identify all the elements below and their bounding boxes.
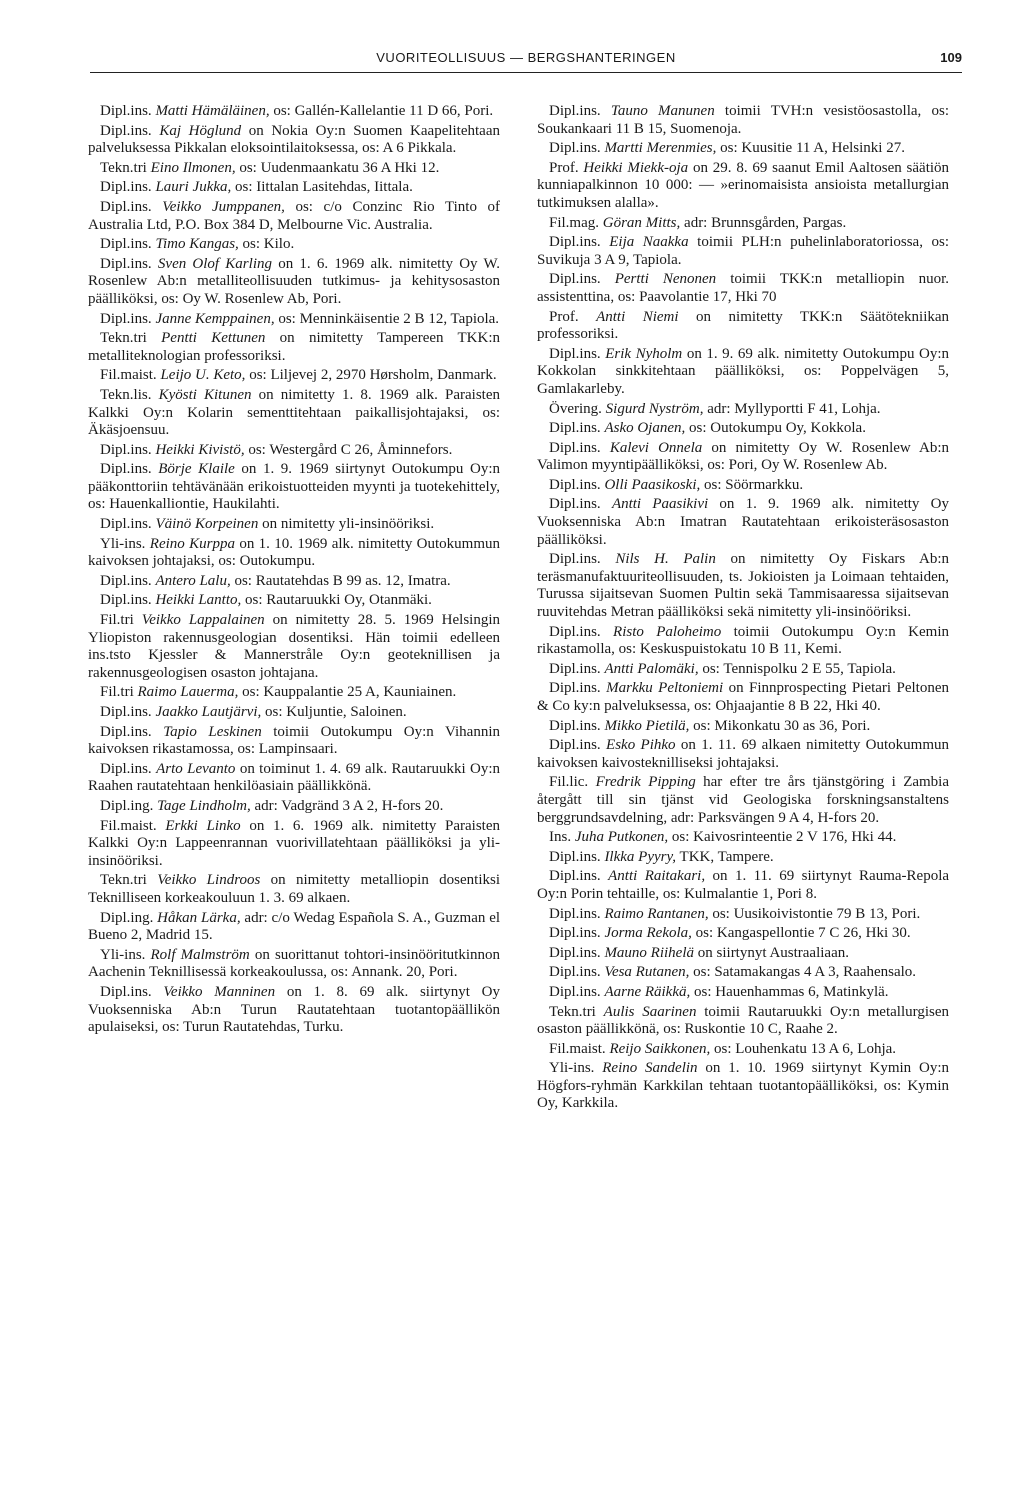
person-entry bbox=[537, 215, 949, 233]
person-entry bbox=[537, 496, 949, 549]
person-entry bbox=[537, 551, 949, 621]
entry-title: Yli-ins. bbox=[100, 946, 146, 963]
entry-text: on 1. 9. 1969 alk. nimitetty Oy Vuoksenniska Ab:n Imatran Rautatehtaan erikoisteräsosaston päälliköksi. bbox=[537, 496, 949, 548]
entry-title: Dipl.ins. bbox=[549, 983, 601, 1000]
entry-name: Tapio Leskinen bbox=[163, 723, 262, 740]
entry-text: os: Söörmarkku. bbox=[704, 476, 804, 493]
entry-text: on 1. 9. 69 alk. nimitetty Outokumpu Oy:n Kokkolan sinkkitehtaan päälliköksi, os: Poppelvägen 5, Gamlakarleby. bbox=[537, 345, 950, 397]
entry-title: Fil.mag. bbox=[549, 214, 600, 231]
person-entry bbox=[88, 872, 500, 907]
entry-title: Yli-ins. bbox=[100, 535, 146, 552]
entry-name: Heikki Lantto, bbox=[155, 592, 242, 609]
person-entry bbox=[88, 367, 500, 385]
entry-name: Arto Levanto bbox=[156, 760, 236, 777]
entry-title: Dipl.ins. bbox=[549, 103, 601, 119]
person-entry bbox=[88, 330, 500, 365]
entry-title: Dipl.ins. bbox=[549, 964, 601, 981]
entry-name: Tauno Manunen bbox=[610, 103, 715, 119]
person-entry bbox=[88, 704, 500, 722]
entry-title: Övering. bbox=[549, 400, 602, 417]
entry-text: os: Menninkäisentie 2 B 12, Tapiola. bbox=[278, 310, 500, 327]
person-entry bbox=[537, 103, 949, 138]
entry-name: Reino Kurppa bbox=[149, 535, 235, 552]
entry-name: Esko Pihko bbox=[606, 737, 676, 754]
person-entry bbox=[88, 179, 500, 197]
entry-title: Dipl.ins. bbox=[100, 441, 152, 458]
entry-text: on nimitetty 28. 5. 1969 Helsingin Yliopiston rakennusgeologian dosentiksi. Hän toimii edelleen ins.tsto Kjessler & Mannerstråle Oy:n geoteknillisen ja rakennusgeologisen osaston johtajana. bbox=[88, 612, 500, 681]
entry-text: on nimitetty Oy Fiskars Ab:n teräsmanufaktuuriteollisuuden, ts. Jokioisten ja Loimaan tehtaiden, Turussa sijaitsevan Suomen Pultin sekä Tammisaaressa sijaitsevan ruuvitehdas Metran päälliköksi sekä nimitetty yli-insinööriksi. bbox=[537, 551, 950, 621]
entry-title: Dipl.ins. bbox=[549, 551, 601, 568]
entry-name: Raimo Lauerma, bbox=[137, 684, 239, 701]
entry-name: Juha Putkonen, bbox=[574, 829, 669, 846]
entry-text: on 1. 9. 1969 siirtynyt Outokumpu Oy:n pääkonttoriin tehtävänään erikoistuotteiden myynti ja tuotekehittely, os: Hauenkalliontie, Haukilahti. bbox=[88, 461, 501, 513]
person-entry bbox=[537, 1041, 949, 1059]
person-entry bbox=[537, 401, 949, 419]
entry-name: Erkki Linko bbox=[165, 817, 241, 834]
entry-title: Dipl.ins. bbox=[549, 680, 601, 697]
entry-name: Sigurd Nyström, bbox=[605, 400, 704, 417]
entry-text: on nimitetty metalliopin dosentiksi Teknilliseen korkeakouluun 1. 3. 69 alkaen. bbox=[88, 872, 500, 906]
entry-name: Antti Paasikivi bbox=[611, 496, 709, 513]
entry-name: Antti Palomäki, bbox=[604, 660, 699, 677]
person-entry bbox=[537, 945, 949, 963]
entry-text: on Finnprospecting Pietari Peltonen & Co ky:n palveluksessa, os: Ohjaajantie 8 B 22, Hki 40. bbox=[537, 680, 949, 714]
person-entry bbox=[88, 910, 500, 945]
entry-title: Dipl.ins. bbox=[549, 737, 601, 754]
person-entry bbox=[88, 984, 500, 1037]
right-column bbox=[537, 103, 949, 1115]
entry-title: Dipl.ins. bbox=[100, 179, 152, 196]
person-entry bbox=[88, 256, 500, 309]
entry-title: Dipl.ins. bbox=[100, 723, 152, 740]
entry-title: Dipl.ins. bbox=[549, 623, 601, 640]
entry-text: adr: Brunnsgården, Pargas. bbox=[684, 214, 847, 231]
entry-text: os: Mikonkatu 30 as 36, Pori. bbox=[693, 717, 871, 734]
entry-text: on nimitetty TKK:n Säätötekniikan professoriksi. bbox=[537, 308, 950, 343]
entry-text: on 1. 10. 1969 siirtynyt Kymin Oy:n Högfors-ryhmän Karkkilan tehtaan tuotantopäälliköksi, os: Kymin Oy, Karkkila. bbox=[537, 1060, 950, 1112]
entry-name: Leijo U. Keto, bbox=[160, 367, 246, 384]
entry-title: Dipl.ins. bbox=[100, 255, 152, 272]
person-entry bbox=[537, 346, 949, 399]
entry-name: Ilkka Pyyry, bbox=[604, 848, 677, 865]
entry-name: Asko Ojanen, bbox=[604, 420, 686, 437]
entry-name: Kyösti Kitunen bbox=[158, 386, 252, 403]
entry-name: Veikko Lindroos bbox=[157, 872, 261, 889]
person-entry bbox=[537, 718, 949, 736]
entry-text: adr: c/o Wedag Española S. A., Guzman el Bueno 2, Madrid 15. bbox=[88, 909, 501, 944]
entry-text: os: Outokumpu Oy, Kokkola. bbox=[689, 420, 866, 437]
entry-text: on 29. 8. 69 saanut Emil Aaltosen säätiön kunniapalkinnon 10 000: — »erinomaisista ansioista metallurgian tutkimuksen alalla». bbox=[537, 159, 950, 211]
entry-name: Heikki Miekk-oja bbox=[583, 159, 689, 176]
entry-name: Vesa Rutanen, bbox=[604, 964, 690, 981]
person-entry bbox=[537, 925, 949, 943]
entry-text: on siirtynyt Austraaliaan. bbox=[697, 944, 849, 961]
running-header bbox=[90, 48, 962, 73]
entry-name: Kalevi Onnela bbox=[609, 439, 703, 456]
person-entry bbox=[88, 387, 500, 440]
left-column bbox=[88, 103, 500, 1039]
page-number: 109 bbox=[940, 50, 962, 65]
person-entry bbox=[537, 964, 949, 982]
entry-title: Dipl.ins. bbox=[100, 760, 152, 777]
entry-name: Nils H. Palin bbox=[615, 551, 716, 568]
entry-name: Reijo Saikkonen, bbox=[609, 1040, 711, 1057]
entry-name: Olli Paasikoski, bbox=[604, 476, 701, 493]
entry-title: Tekn.tri bbox=[549, 1003, 596, 1020]
entry-name: Heikki Kivistö, bbox=[155, 441, 245, 458]
entry-text: os: Kuusitie 11 A, Helsinki 27. bbox=[720, 140, 905, 157]
entry-name: Väinö Korpeinen bbox=[155, 516, 259, 533]
entry-name: Raimo Rantanen, bbox=[604, 905, 709, 922]
person-entry bbox=[88, 311, 500, 329]
entry-text: on toiminut 1. 4. 69 alk. Rautaruukki Oy:n Raahen rautatehtaan henkilöasiain päällikkönä. bbox=[88, 760, 500, 795]
person-entry bbox=[537, 271, 949, 306]
person-entry bbox=[537, 661, 949, 679]
entry-title: Dipl.ing. bbox=[100, 797, 154, 814]
entry-text: toimii TKK:n metalliopin nuor. assistenttina, os: Paavolantie 17, Hki 70 bbox=[537, 271, 950, 305]
entry-text: os: Uusikoivistontie 79 B 13, Pori. bbox=[712, 905, 921, 922]
entry-title: Dipl.ins. bbox=[100, 236, 152, 253]
person-entry bbox=[88, 684, 500, 702]
entry-text: os: Rautaruukki Oy, Otanmäki. bbox=[245, 592, 432, 609]
entry-text: on 1. 6. 1969 alk. nimitetty Oy W. Rosenlew Ab:n metalliteollisuuden tutkimus- ja kehitysosaston päälliköksi, os: Oy W. Rosenlew Ab, Pori. bbox=[88, 255, 500, 307]
person-entry bbox=[537, 868, 949, 903]
entry-text: on nimitetty Oy W. Rosenlew Ab:n Valimon myyntipäälliköksi, os: Pori, Oy W. Rosenlew Ab. bbox=[537, 439, 950, 474]
entry-name: Markku Peltoniemi bbox=[606, 680, 724, 697]
entry-title: Tekn.tri bbox=[100, 872, 147, 889]
entry-title: Dipl.ins. bbox=[549, 717, 601, 734]
entry-name: Mikko Pietilä, bbox=[604, 717, 690, 734]
entry-name: Kaj Höglund bbox=[159, 122, 242, 139]
entry-title: Dipl.ins. bbox=[100, 592, 152, 609]
entry-title: Fil.maist. bbox=[100, 367, 157, 384]
entry-text: toimii TVH:n vesistöosastolla, os: Soukankaari 11 B 15, Suomenoja. bbox=[537, 103, 950, 137]
entry-title: Dipl.ins. bbox=[549, 420, 601, 437]
entry-text: on Nokia Oy:n Suomen Kaapelitehtaan palveluksessa Pikkalan eloksointilaitoksessa, os: A 6 Pikkala. bbox=[88, 122, 500, 157]
entry-text: on 1. 11. 69 siirtynyt Rauma-Repola Oy:n Porin tehtaille, os: Kulmalantie 1, Pori 8. bbox=[537, 868, 950, 902]
entry-text: on suorittanut tohtori-insinööritutkinnon Aachenin Teknillisessä korkeakoulussa, os: Annank. 20, Pori. bbox=[88, 946, 501, 981]
entry-name: Aulis Saarinen bbox=[603, 1003, 697, 1020]
entry-text: os: Uudenmaankatu 36 A Hki 12. bbox=[239, 159, 440, 176]
entry-title: Dipl.ins. bbox=[100, 461, 152, 478]
entry-text: toimii Outokumpu Oy:n Kemin rikastamolla, os: Keskuspuistokatu 10 B 11, Kemi. bbox=[537, 623, 949, 658]
entry-text: on nimitetty Tampereen TKK:n metalliteknologian professoriksi. bbox=[88, 330, 501, 364]
entry-text: os: Kangaspellontie 7 C 26, Hki 30. bbox=[695, 925, 911, 942]
entry-title: Tekn.lis. bbox=[100, 386, 152, 403]
entry-name: Antti Raitakari, bbox=[608, 868, 706, 885]
entry-name: Martti Merenmies, bbox=[604, 140, 717, 157]
person-entry bbox=[537, 420, 949, 438]
entry-name: Mauno Riihelä bbox=[604, 944, 695, 961]
entry-text: on 1. 8. 69 alk. siirtynyt Oy Vuoksenniska Ab:n Turun Rautatehtaan tuotantopäällikön apulaiseksi, os: Turun Rautatehdas, Turku. bbox=[88, 983, 501, 1036]
person-entry bbox=[88, 818, 500, 871]
entry-text: toimii PLH:n puhelinlaboratoriossa, os: Suvikuja 3 A 9, Tapiola. bbox=[537, 234, 950, 268]
entry-text: os: Kilo. bbox=[242, 236, 295, 253]
entry-title: Dipl.ins. bbox=[549, 439, 601, 456]
entry-text: os: c/o Conzinc Rio Tinto of Australia Ltd, P.O. Box 384 D, Melbourne Vic. Australia. bbox=[88, 198, 501, 233]
entry-title: Dipl.ins. bbox=[549, 271, 601, 288]
entry-title: Prof. bbox=[549, 308, 579, 325]
entry-name: Veikko Lappalainen bbox=[141, 612, 265, 629]
entry-name: Veikko Jumppanen, bbox=[162, 198, 285, 215]
entry-title: Dipl.ins. bbox=[100, 983, 152, 1000]
entry-title: Dipl.ins. bbox=[549, 905, 601, 922]
entry-name: Veikko Manninen bbox=[163, 983, 276, 1000]
entry-name: Janne Kemppainen, bbox=[155, 310, 275, 327]
entry-text: TKK, Tampere. bbox=[679, 848, 774, 865]
person-entry bbox=[537, 234, 949, 269]
entry-title: Dipl.ins. bbox=[549, 140, 601, 157]
person-entry bbox=[88, 236, 500, 254]
person-entry bbox=[537, 849, 949, 867]
entry-title: Dipl.ins. bbox=[549, 345, 601, 362]
person-entry bbox=[88, 536, 500, 571]
entry-title: Tekn.tri bbox=[100, 330, 147, 347]
entry-title: Fil.maist. bbox=[549, 1040, 606, 1057]
entry-title: Prof. bbox=[549, 159, 579, 176]
entry-title: Dipl.ins. bbox=[549, 234, 601, 251]
entry-text: adr: Vadgränd 3 A 2, H-fors 20. bbox=[254, 797, 444, 814]
entry-name: Aarne Räikkä, bbox=[604, 983, 691, 1000]
person-entry bbox=[88, 160, 500, 178]
entry-name: Antero Lalu, bbox=[155, 572, 231, 589]
entry-text: os: Hauenhammas 6, Matinkylä. bbox=[694, 983, 889, 1000]
person-entry bbox=[537, 737, 949, 772]
person-entry bbox=[88, 592, 500, 610]
person-entry bbox=[88, 516, 500, 534]
entry-name: Jorma Rekola, bbox=[604, 925, 692, 942]
entry-title: Ins. bbox=[549, 829, 572, 846]
entry-name: Eija Naakka bbox=[609, 234, 689, 251]
person-entry bbox=[88, 798, 500, 816]
entry-text: os: Kaivosrinteentie 2 V 176, Hki 44. bbox=[671, 829, 897, 846]
entry-text: toimii Rautaruukki Oy:n metallurgisen osaston päällikkönä, os: Ruskontie 10 C, Raahe 2. bbox=[537, 1003, 949, 1038]
entry-text: os: Tennispolku 2 E 55, Tapiola. bbox=[702, 660, 896, 677]
entry-title: Fil.tri bbox=[100, 612, 134, 629]
person-entry bbox=[537, 309, 949, 344]
person-entry bbox=[88, 947, 500, 982]
entry-title: Dipl.ins. bbox=[100, 704, 152, 720]
entry-text: os: Satamakangas 4 A 3, Raahensalo. bbox=[693, 964, 917, 981]
entry-title: Fil.lic. bbox=[549, 774, 589, 791]
entry-title: Dipl.ins. bbox=[100, 122, 152, 139]
entry-name: Rolf Malmström bbox=[150, 946, 250, 963]
entry-title: Dipl.ins. bbox=[549, 925, 601, 942]
entry-title: Dipl.ing. bbox=[100, 909, 154, 926]
entry-text: har efter tre års tjänstgöring i Zambia återgått till sin tjänst vid Geologiska forskningsanstaltens berggrundsavdelning, adr: Parksvängen 9 A 4, H-fors 20. bbox=[537, 774, 950, 826]
entry-name: Erik Nyholm bbox=[605, 345, 683, 362]
entry-text: on 1. 10. 1969 alk. nimitetty Outokummun kaivoksen johtajaksi, os: Outokumpu. bbox=[88, 535, 501, 570]
person-entry bbox=[537, 774, 949, 827]
entry-title: Dipl.ins. bbox=[549, 848, 601, 865]
person-entry bbox=[537, 140, 949, 158]
entry-text: adr: Myllyportti F 41, Lohja. bbox=[707, 400, 881, 417]
entry-text: os: Gallén-Kallelantie 11 D 66, Pori. bbox=[273, 103, 494, 119]
entry-title: Fil.tri bbox=[100, 684, 134, 701]
entry-text: on 1. 11. 69 alkaen nimitetty Outokummun kaivoksen kaivosteknilliseksi johtajaksi. bbox=[537, 737, 949, 771]
entry-name: Risto Paloheimo bbox=[613, 623, 722, 640]
person-entry bbox=[537, 1060, 949, 1113]
person-entry bbox=[88, 573, 500, 591]
entry-name: Eino Ilmonen, bbox=[150, 159, 236, 176]
entry-name: Sven Olof Karling bbox=[157, 255, 272, 272]
entry-title: Dipl.ins. bbox=[549, 944, 601, 961]
entry-name: Håkan Lärka, bbox=[157, 909, 241, 926]
entry-text: os: Rautatehdas B 99 as. 12, Imatra. bbox=[234, 572, 451, 589]
entry-name: Antti Niemi bbox=[596, 308, 679, 325]
entry-name: Timo Kangas, bbox=[155, 236, 239, 253]
entry-text: os: Iittalan Lasitehdas, Iittala. bbox=[235, 179, 413, 196]
entry-name: Fredrik Pipping bbox=[595, 774, 696, 791]
entry-title: Dipl.ins. bbox=[100, 516, 152, 533]
entry-text: on 1. 6. 1969 alk. nimitetty Paraisten Kalkki Oy:n Lappeenrannan vuorivillatehtaan päälliköksi ja yli-insinööriksi. bbox=[88, 817, 501, 869]
person-entry bbox=[88, 612, 500, 682]
entry-text: toimii Outokumpu Oy:n Vihannin kaivoksen rikastamossa, os: Lampinsaari. bbox=[88, 723, 500, 758]
person-entry bbox=[537, 984, 949, 1002]
person-entry bbox=[88, 123, 500, 158]
entry-name: Göran Mitts, bbox=[602, 214, 681, 231]
person-entry bbox=[88, 461, 500, 514]
entry-title: Dipl.ins. bbox=[549, 496, 601, 513]
entry-text: os: Louhenkatu 13 A 6, Lohja. bbox=[713, 1040, 897, 1057]
entry-name: Reino Sandelin bbox=[602, 1060, 698, 1077]
entry-title: Dipl.ins. bbox=[100, 198, 152, 215]
journal-title: VUORITEOLLISUUS — BERGSHANTERINGEN bbox=[376, 50, 676, 65]
person-entry bbox=[88, 761, 500, 796]
person-entry bbox=[537, 477, 949, 495]
entry-name: Pentti Kettunen bbox=[161, 330, 266, 347]
person-entry bbox=[88, 442, 500, 460]
entry-text: on nimitetty yli-insinööriksi. bbox=[262, 516, 435, 533]
person-entry bbox=[537, 680, 949, 715]
person-entry bbox=[537, 829, 949, 847]
entry-title: Dipl.ins. bbox=[549, 660, 601, 677]
person-entry bbox=[88, 103, 500, 121]
entry-name: Matti Hämäläinen, bbox=[155, 103, 270, 119]
person-entry bbox=[537, 440, 949, 475]
entry-title: Dipl.ins. bbox=[100, 572, 152, 589]
entry-name: Pertti Nenonen bbox=[614, 271, 717, 288]
entry-name: Jaakko Lautjärvi, bbox=[155, 704, 262, 720]
entry-title: Dipl.ins. bbox=[100, 310, 152, 327]
entry-name: Börje Klaile bbox=[158, 461, 235, 478]
entry-title: Dipl.ins. bbox=[549, 476, 601, 493]
entry-title: Fil.maist. bbox=[100, 817, 157, 834]
entry-title: Yli-ins. bbox=[549, 1060, 595, 1077]
entry-text: os: Kauppalantie 25 A, Kauniainen. bbox=[242, 684, 457, 701]
entry-name: Lauri Jukka, bbox=[155, 179, 232, 196]
person-entry bbox=[537, 624, 949, 659]
entry-title: Dipl.ins. bbox=[549, 868, 601, 885]
person-entry bbox=[537, 1004, 949, 1039]
entry-text: os: Kuljuntie, Saloinen. bbox=[265, 704, 407, 720]
person-entry bbox=[88, 199, 500, 234]
entry-text: on nimitetty 1. 8. 1969 alk. Paraisten Kalkki Oy:n Kolarin sementtitehtaan paikallisjohtajaksi, os: Äkäsjoensuu. bbox=[88, 386, 500, 439]
person-entry bbox=[537, 160, 949, 213]
entry-name: Tage Lindholm, bbox=[157, 797, 251, 814]
entry-text: os: Liljevej 2, 2970 Hørsholm, Danmark. bbox=[249, 367, 497, 384]
entry-text: os: Westergård C 26, Åminnefors. bbox=[248, 441, 453, 458]
person-entry bbox=[537, 906, 949, 924]
entry-title: Dipl.ins. bbox=[100, 103, 152, 119]
person-entry bbox=[88, 724, 500, 759]
entry-title: Tekn.tri bbox=[100, 159, 147, 176]
